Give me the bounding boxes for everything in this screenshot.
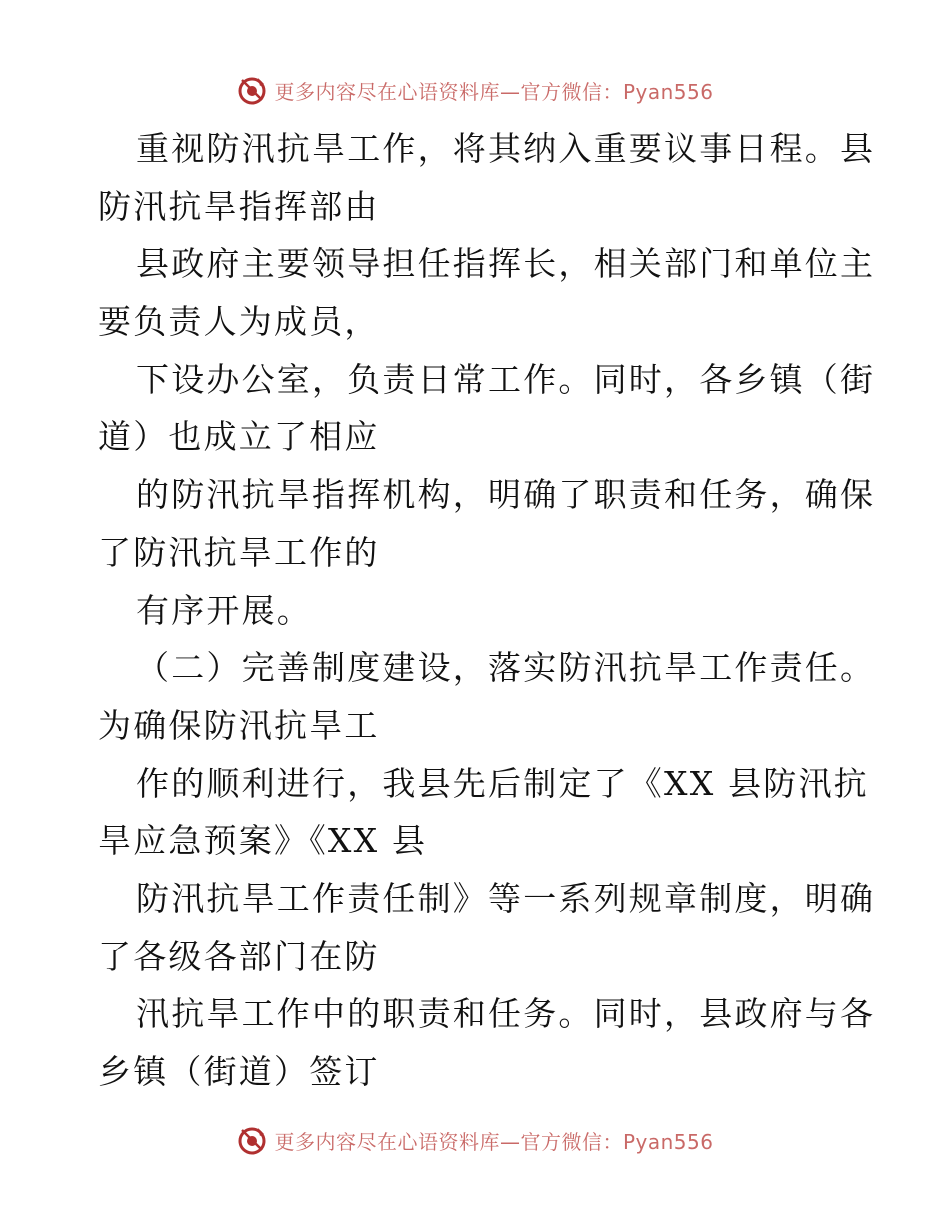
text-line: 了各级各部门在防 — [98, 936, 380, 976]
text-line: 为确保防汛抗旱工 — [98, 705, 380, 745]
text-line: 了防汛抗旱工作的 — [98, 532, 380, 572]
document-body — [98, 120, 876, 1101]
footer-banner — [0, 1120, 950, 1160]
text-line: 要负责人为成员， — [98, 302, 380, 342]
text-line: 有序开展。 — [136, 590, 312, 630]
text-line: 作的顺利进行，我县先后制定了《XX 县防汛抗 — [136, 763, 869, 803]
header-banner — [0, 70, 950, 110]
text-line: 县政府主要领导担任指挥长，相关部门和单位主 — [136, 244, 876, 284]
text-line: 的防汛抗旱指挥机构，明确了职责和任务，确保 — [136, 475, 876, 515]
text-line: 道）也成立了相应 — [98, 417, 380, 457]
logo-icon — [236, 74, 268, 106]
text-line: 旱应急预案》《XX 县 — [98, 821, 428, 861]
text-line: （二）完善制度建设，落实防汛抗旱工作责任。 — [136, 648, 876, 688]
logo-icon — [236, 1124, 268, 1156]
text-line: 乡镇（街道）签订 — [98, 1052, 380, 1091]
text-line: 重视防汛抗旱工作，将其纳入重要议事日程。县 — [136, 129, 876, 168]
text-line: 汛抗旱工作中的职责和任务。同时，县政府与各 — [136, 994, 876, 1034]
text-line: 下设办公室，负责日常工作。同时，各乡镇（街 — [136, 359, 876, 399]
footer-banner-text: 更多内容尽在心语资料库—官方微信：Pyan556 — [274, 1129, 714, 1154]
header-banner-text: 更多内容尽在心语资料库—官方微信：Pyan556 — [274, 79, 714, 104]
text-line: 防汛抗旱指挥部由 — [98, 186, 380, 226]
text-line: 防汛抗旱工作责任制》等一系列规章制度，明确 — [136, 878, 876, 918]
